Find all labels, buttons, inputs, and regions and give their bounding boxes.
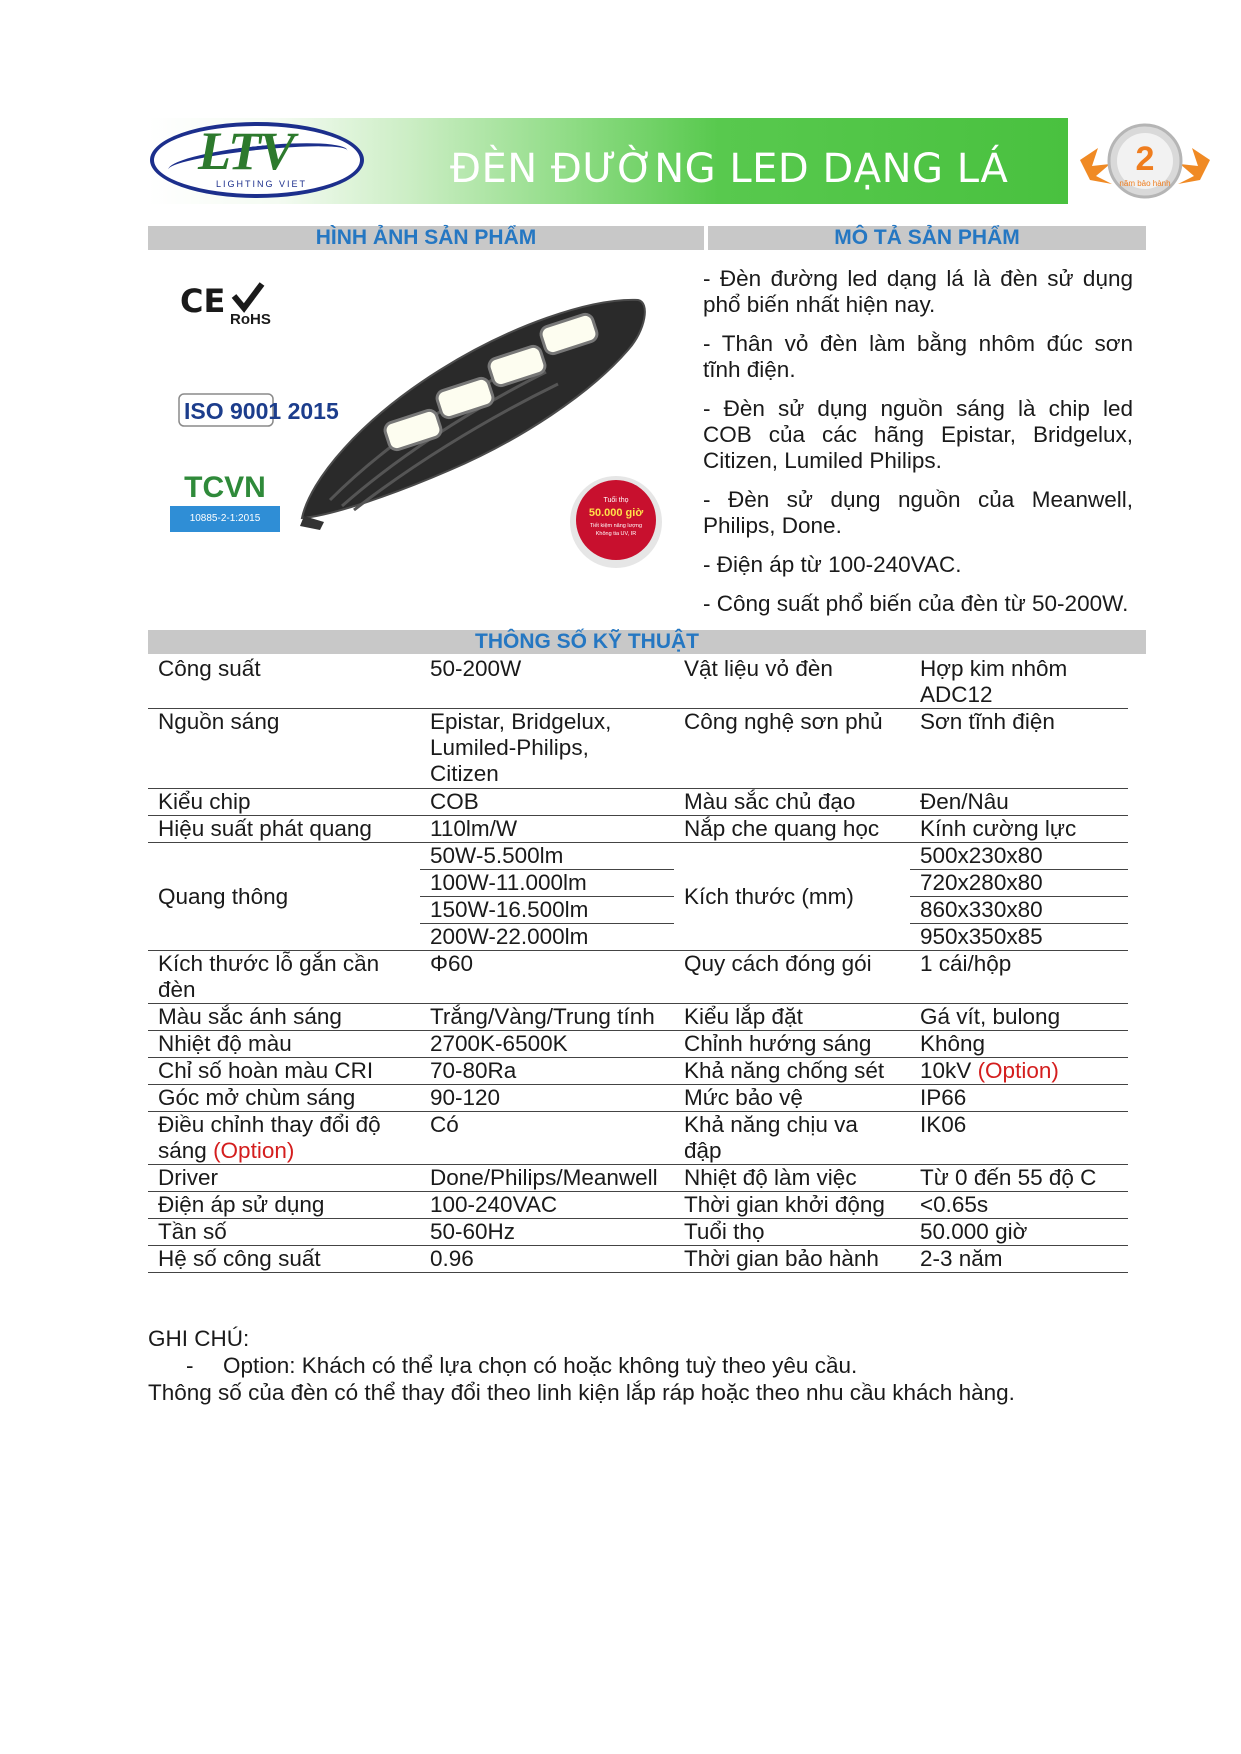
spec-value: 70-80Ra <box>420 1058 674 1085</box>
table-row <box>148 816 1128 843</box>
spec-value: 90-120 <box>420 1085 674 1112</box>
notes-bullet-dash: - <box>186 1353 194 1378</box>
spec-value: 720x280x80 <box>910 870 1128 897</box>
description-item: - Thân vỏ đèn làm bằng nhôm đúc sơn tĩnh điện. <box>703 331 1133 382</box>
spec-value: IP66 <box>910 1085 1128 1112</box>
company-logo <box>150 122 364 198</box>
rohs-label: RoHS <box>230 311 271 328</box>
description-item: - Điện áp từ 100-240VAC. <box>703 552 962 577</box>
spec-value: Sơn tĩnh điện <box>910 709 1128 789</box>
spec-label: Quy cách đóng gói <box>674 951 910 1004</box>
images-section-title: HÌNH ẢNH SẢN PHẨM <box>315 226 537 249</box>
spec-value: 50-60Hz <box>420 1219 674 1246</box>
description-section-title: MÔ TẢ SẢN PHẨM <box>834 226 1020 249</box>
spec-value: IK06 <box>910 1112 1128 1165</box>
spec-value: Done/Philips/Meanwell <box>420 1165 674 1192</box>
spec-value: 1 cái/hộp <box>910 951 1128 1004</box>
table-row <box>148 1219 1128 1246</box>
spec-value: Gá vít, bulong <box>910 1004 1128 1031</box>
spec-label: Mức bảo vệ <box>674 1085 910 1112</box>
spec-value: Kính cường lực <box>910 816 1128 843</box>
spec-value: 2-3 năm <box>910 1246 1128 1273</box>
table-row <box>148 1112 1128 1165</box>
table-row <box>148 656 1128 709</box>
spec-value: Hợp kim nhôm ADC12 <box>910 656 1128 709</box>
spec-value: 50W-5.500lm <box>420 843 674 870</box>
description-item: - Đèn sử dụng nguồn của Meanwell, Philips, Done. <box>703 487 1133 538</box>
spec-value: Không <box>910 1031 1128 1058</box>
iso-icon <box>178 393 339 427</box>
table-row <box>148 709 1128 789</box>
logo-subtext: LIGHTING VIET <box>216 179 308 189</box>
spec-value: <0.65s <box>910 1192 1128 1219</box>
ce-mark: CE <box>180 282 226 320</box>
spec-value: 100W-11.000lm <box>420 870 674 897</box>
spec-label: Màu sắc ánh sáng <box>148 1004 420 1031</box>
warranty-text: năm bảo hành <box>1119 179 1171 188</box>
table-row <box>148 1085 1128 1112</box>
spec-value-text: 10kV <box>920 1058 972 1083</box>
specs-section-title: THÔNG SỐ KỸ THUẬT <box>475 630 699 653</box>
spec-value: 200W-22.000lm <box>420 924 674 951</box>
lifetime-line3: Tiết kiệm năng lượng <box>589 523 643 529</box>
spec-value: Từ 0 đến 55 độ C <box>910 1165 1128 1192</box>
spec-value <box>910 1058 1128 1085</box>
spec-label: Chỉ số hoàn màu CRI <box>148 1058 420 1085</box>
table-row <box>148 1246 1128 1273</box>
page-title: ĐÈN ĐƯỜNG LED DẠNG LÁ <box>450 146 1009 192</box>
table-row <box>148 951 1128 1004</box>
spec-value: Đen/Nâu <box>910 789 1128 816</box>
spec-value: 950x350x85 <box>910 924 1128 951</box>
spec-label: Driver <box>148 1165 420 1192</box>
spec-value: 0.96 <box>420 1246 674 1273</box>
spec-value: 2700K-6500K <box>420 1031 674 1058</box>
tcvn-code: 10885-2-1:2015 <box>170 506 280 532</box>
notes-footer: Thông số của đèn có thể thay đổi theo linh kiện lắp ráp hoặc theo nhu cầu khách hàng. <box>148 1380 1015 1405</box>
logo-text: LTV <box>198 121 294 181</box>
lifetime-line1: Tuổi thọ <box>603 497 629 504</box>
spec-label: Thời gian khởi động <box>674 1192 910 1219</box>
spec-label: Nắp che quang học <box>674 816 910 843</box>
spec-value: COB <box>420 789 674 816</box>
spec-label: Tuổi thọ <box>674 1219 910 1246</box>
spec-label: Kích thước lỗ gắn cần đèn <box>148 951 420 1004</box>
spec-value: 110lm/W <box>420 816 674 843</box>
spec-label: Nhiệt độ làm việc <box>674 1165 910 1192</box>
spec-label: Khả năng chống sét <box>674 1058 910 1085</box>
spec-value: 100-240VAC <box>420 1192 674 1219</box>
spec-label: Khả năng chịu va đập <box>674 1112 910 1165</box>
spec-label: Màu sắc chủ đạo <box>674 789 910 816</box>
spec-label: Vật liệu vỏ đèn <box>674 656 910 709</box>
description-item: - Công suất phổ biến của đèn từ 50-200W. <box>703 591 1129 616</box>
spec-label: Góc mở chùm sáng <box>148 1085 420 1112</box>
lifetime-line4: Không tia UV, IR <box>595 531 637 537</box>
spec-label: Điện áp sử dụng <box>148 1192 420 1219</box>
lifetime-badge-icon <box>568 474 664 570</box>
option-tag: (Option) <box>213 1138 295 1163</box>
spec-table <box>148 656 1128 1273</box>
spec-label: Kiểu lắp đặt <box>674 1004 910 1031</box>
table-row <box>148 1192 1128 1219</box>
spec-label: Hệ số công suất <box>148 1246 420 1273</box>
option-tag: (Option) <box>977 1058 1059 1083</box>
table-row <box>148 843 1128 870</box>
spec-label <box>148 1112 420 1165</box>
spec-label: Thời gian bảo hành <box>674 1246 910 1273</box>
table-row <box>148 1058 1128 1085</box>
table-row <box>148 1004 1128 1031</box>
spec-label: Nhiệt độ màu <box>148 1031 420 1058</box>
tcvn-label: TCVN <box>184 471 266 504</box>
spec-value: 50.000 giờ <box>910 1219 1128 1246</box>
spec-label: Nguồn sáng <box>148 709 420 789</box>
rohs-icon <box>226 282 280 328</box>
spec-value: Có <box>420 1112 674 1165</box>
spec-value: 50-200W <box>420 656 674 709</box>
description-item: - Đèn đường led dạng lá là đèn sử dụng phổ biến nhất hiện nay. <box>703 266 1133 317</box>
table-row <box>148 789 1128 816</box>
spec-label: Kích thước (mm) <box>674 843 910 951</box>
spec-label: Công suất <box>148 656 420 709</box>
spec-value: Epistar, Bridgelux, Lumiled-Philips, Citizen <box>420 709 674 789</box>
spec-label-text: Điều chỉnh thay đổi độ sáng <box>158 1112 381 1163</box>
iso-label: ISO 9001 2015 <box>184 398 339 424</box>
table-row <box>148 1165 1128 1192</box>
spec-value: 500x230x80 <box>910 843 1128 870</box>
spec-label: Tần số <box>148 1219 420 1246</box>
warranty-number: 2 <box>1135 140 1155 178</box>
spec-value: Trắng/Vàng/Trung tính <box>420 1004 674 1031</box>
spec-value: 150W-16.500lm <box>420 897 674 924</box>
tcvn-mark <box>170 472 280 532</box>
description-item: - Đèn sử dụng nguồn sáng là chip led COB của các hãng Epistar, Bridgelux, Citizen, Lumiled Philips. <box>703 396 1133 473</box>
notes-title: GHI CHÚ: <box>148 1326 250 1351</box>
spec-value: Φ60 <box>420 951 674 1004</box>
spec-label: Quang thông <box>148 843 420 951</box>
lifetime-line2: 50.000 giờ <box>588 507 644 519</box>
spec-label: Công nghệ sơn phủ <box>674 709 910 789</box>
warranty-badge-icon <box>1070 118 1220 204</box>
spec-label: Hiệu suất phát quang <box>148 816 420 843</box>
spec-value: 860x330x80 <box>910 897 1128 924</box>
notes-bullet: Option: Khách có thể lựa chọn có hoặc không tuỳ theo yêu cầu. <box>223 1353 858 1378</box>
spec-label: Chỉnh hướng sáng <box>674 1031 910 1058</box>
table-row <box>148 1031 1128 1058</box>
spec-label: Kiểu chip <box>148 789 420 816</box>
